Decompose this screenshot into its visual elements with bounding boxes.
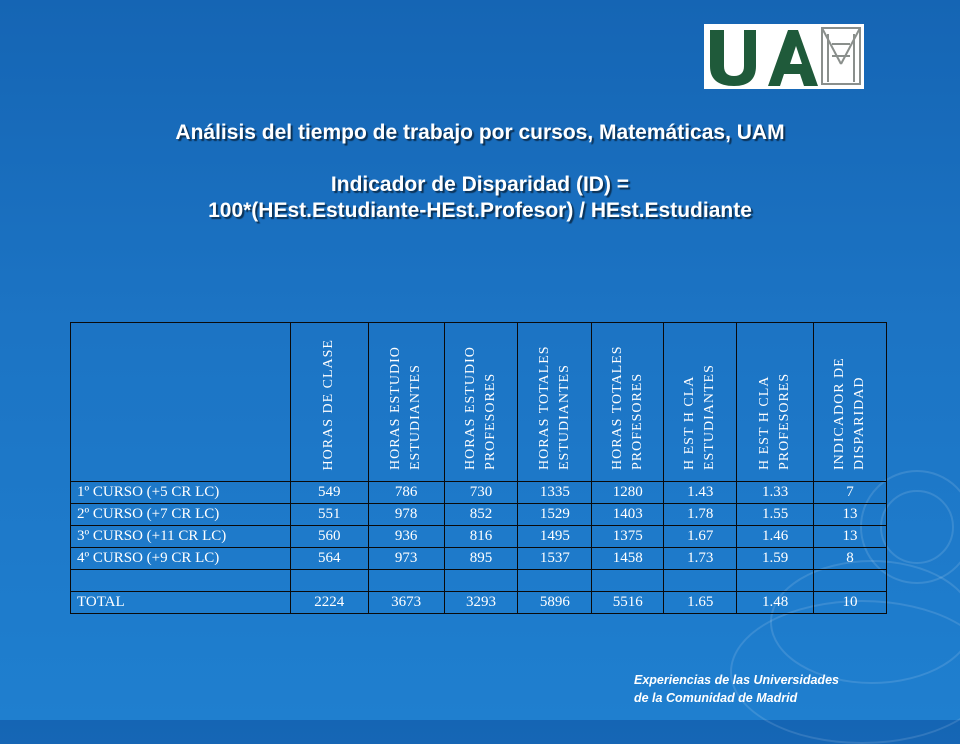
table-cell [368,570,444,592]
table-header-cell: HORAS TOTALES PROFESORES [592,323,664,482]
table-cell: 1.43 [664,482,737,504]
uam-logo [704,24,864,89]
table-cell: 1.48 [737,592,814,614]
table-cell: 978 [368,504,444,526]
title-line-2: Indicador de Disparidad (ID) = [330,173,630,196]
table-row-total [71,592,887,614]
table-row [71,504,887,526]
uam-logo-graphic [704,24,864,89]
table-cell: 786 [368,482,444,504]
table-cell: 895 [444,548,518,570]
table-cell: 1.67 [664,526,737,548]
table-cell: 551 [290,504,368,526]
table-cell: 3293 [444,592,518,614]
table-cell-course: 4º CURSO (+9 CR LC) [71,548,291,570]
table-cell-course: 2º CURSO (+7 CR LC) [71,504,291,526]
table-cell: 1529 [518,504,592,526]
footer-credit [634,671,839,707]
table-cell: 10 [814,592,887,614]
footer-line-2: de la Comunidad de Madrid [634,691,798,705]
workload-table [70,322,887,614]
table-cell: 8 [814,548,887,570]
table-header-cell: H EST H CLA PROFESORES [737,323,814,482]
table-row [71,482,887,504]
table-cell-course: TOTAL [71,592,291,614]
table-cell: 1.55 [737,504,814,526]
table-header-row [71,323,887,482]
table-cell [814,570,887,592]
table-cell: 1403 [592,504,664,526]
table-cell-course: 3º CURSO (+11 CR LC) [71,526,291,548]
table-cell: 3673 [368,592,444,614]
title-line-1: Análisis del tiempo de trabajo por cursos, Matemáticas, UAM [175,121,785,144]
slide-title [0,120,960,224]
table-cell: 1.33 [737,482,814,504]
table-header-cell: HORAS ESTUDIO PROFESORES [444,323,518,482]
table-cell-course [71,570,291,592]
table-cell: 1.78 [664,504,737,526]
table-cell: 564 [290,548,368,570]
table-cell [592,570,664,592]
table-header-cell: HORAS DE CLASE [290,323,368,482]
footer-line-1: Experiencias de las Universidades [634,673,839,687]
table-cell: 730 [444,482,518,504]
table-row-empty [71,570,887,592]
table-cell: 5516 [592,592,664,614]
table-cell: 1.59 [737,548,814,570]
table-cell [737,570,814,592]
table-cell: 1.65 [664,592,737,614]
table-cell: 1458 [592,548,664,570]
title-line-3: 100*(HEst.Estudiante-HEst.Profesor) / HEst.Estudiante [208,199,752,222]
table-cell [444,570,518,592]
table-cell: 1280 [592,482,664,504]
table-cell [518,570,592,592]
table-cell: 1.73 [664,548,737,570]
table-cell [664,570,737,592]
table-row [71,526,887,548]
table-cell: 816 [444,526,518,548]
table-row [71,548,887,570]
table-cell: 5896 [518,592,592,614]
table-header-cell: INDICADOR DE DISPARIDAD [814,323,887,482]
table-cell: 1375 [592,526,664,548]
table-cell: 852 [444,504,518,526]
table-cell [290,570,368,592]
table-cell: 2224 [290,592,368,614]
table-header-cell: H EST H CLA ESTUDIANTES [664,323,737,482]
table-header-cell: HORAS ESTUDIO ESTUDIANTES [368,323,444,482]
table-cell: 7 [814,482,887,504]
table-header-empty [71,323,291,482]
table-cell: 1335 [518,482,592,504]
table-header-cell: HORAS TOTALES ESTUDIANTES [518,323,592,482]
table-cell: 973 [368,548,444,570]
table-cell: 1537 [518,548,592,570]
table-cell-course: 1º CURSO (+5 CR LC) [71,482,291,504]
table-cell: 560 [290,526,368,548]
table-cell: 13 [814,526,887,548]
table-cell: 549 [290,482,368,504]
table-cell: 1.46 [737,526,814,548]
table-cell: 13 [814,504,887,526]
table-cell: 1495 [518,526,592,548]
table-cell: 936 [368,526,444,548]
